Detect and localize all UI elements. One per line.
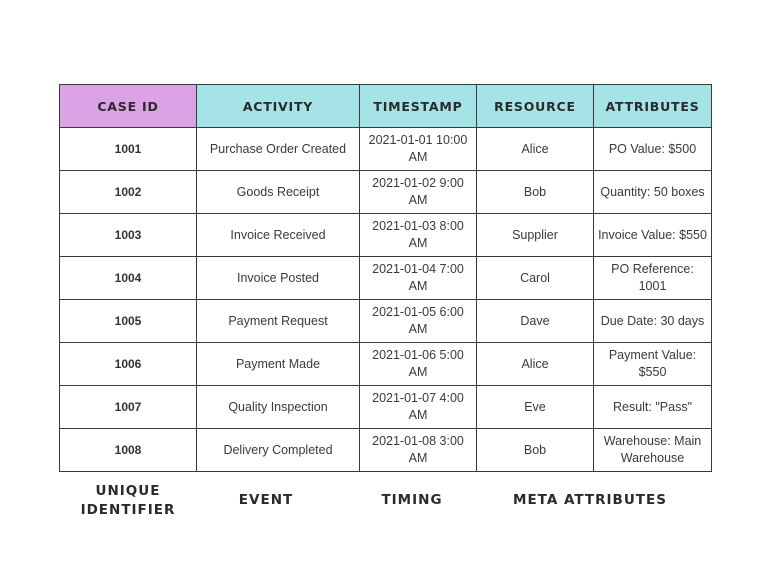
event-log-table-container <box>59 84 711 472</box>
resource-cell: Eve <box>477 386 594 429</box>
activity-cell: Payment Made <box>197 343 360 386</box>
activity-cell: Quality Inspection <box>197 386 360 429</box>
table-row <box>60 171 712 214</box>
label-meta-attributes: META ATTRIBUTES <box>513 492 667 508</box>
table-row <box>60 214 712 257</box>
case-id-cell: 1003 <box>60 214 197 257</box>
timestamp-cell: 2021-01-02 9:00 AM <box>360 171 477 214</box>
label-unique-identifier-line1: UNIQUE <box>95 483 161 499</box>
attributes-cell: PO Reference: 1001 <box>594 257 712 300</box>
attributes-cell: Quantity: 50 boxes <box>594 171 712 214</box>
timestamp-cell: 2021-01-05 6:00 AM <box>360 300 477 343</box>
event-log-table <box>59 84 712 472</box>
table-row <box>60 386 712 429</box>
activity-cell: Goods Receipt <box>197 171 360 214</box>
timestamp-cell: 2021-01-08 3:00 AM <box>360 429 477 472</box>
activity-cell: Delivery Completed <box>197 429 360 472</box>
attributes-cell: Due Date: 30 days <box>594 300 712 343</box>
activity-cell: Purchase Order Created <box>197 128 360 171</box>
resource-cell: Carol <box>477 257 594 300</box>
attributes-cell: Invoice Value: $550 <box>594 214 712 257</box>
case-id-cell: 1008 <box>60 429 197 472</box>
activity-cell: Invoice Posted <box>197 257 360 300</box>
resource-cell: Alice <box>477 343 594 386</box>
header-row <box>60 85 712 128</box>
table-row <box>60 343 712 386</box>
header-timestamp: TIMESTAMP <box>360 85 477 128</box>
case-id-cell: 1006 <box>60 343 197 386</box>
label-event: EVENT <box>238 492 294 508</box>
attributes-cell: Payment Value: $550 <box>594 343 712 386</box>
timestamp-cell: 2021-01-04 7:00 AM <box>360 257 477 300</box>
timestamp-cell: 2021-01-03 8:00 AM <box>360 214 477 257</box>
resource-cell: Bob <box>477 171 594 214</box>
resource-cell: Supplier <box>477 214 594 257</box>
case-id-cell: 1005 <box>60 300 197 343</box>
resource-cell: Dave <box>477 300 594 343</box>
table-row <box>60 300 712 343</box>
header-attributes: ATTRIBUTES <box>594 85 712 128</box>
label-unique-identifier <box>72 482 184 520</box>
header-resource: RESOURCE <box>477 85 594 128</box>
table-row <box>60 429 712 472</box>
label-unique-identifier-line2: IDENTIFIER <box>80 502 176 518</box>
case-id-cell: 1002 <box>60 171 197 214</box>
attributes-cell: Result: "Pass" <box>594 386 712 429</box>
header-activity: ACTIVITY <box>197 85 360 128</box>
timestamp-cell: 2021-01-07 4:00 AM <box>360 386 477 429</box>
attributes-cell: PO Value: $500 <box>594 128 712 171</box>
attributes-cell: Warehouse: Main Warehouse <box>594 429 712 472</box>
resource-cell: Alice <box>477 128 594 171</box>
table-row <box>60 128 712 171</box>
case-id-cell: 1004 <box>60 257 197 300</box>
activity-cell: Invoice Received <box>197 214 360 257</box>
timestamp-cell: 2021-01-06 5:00 AM <box>360 343 477 386</box>
case-id-cell: 1007 <box>60 386 197 429</box>
timestamp-cell: 2021-01-01 10:00 AM <box>360 128 477 171</box>
resource-cell: Bob <box>477 429 594 472</box>
header-case-id: CASE ID <box>60 85 197 128</box>
case-id-cell: 1001 <box>60 128 197 171</box>
activity-cell: Payment Request <box>197 300 360 343</box>
table-row <box>60 257 712 300</box>
label-timing: TIMING <box>381 492 443 508</box>
